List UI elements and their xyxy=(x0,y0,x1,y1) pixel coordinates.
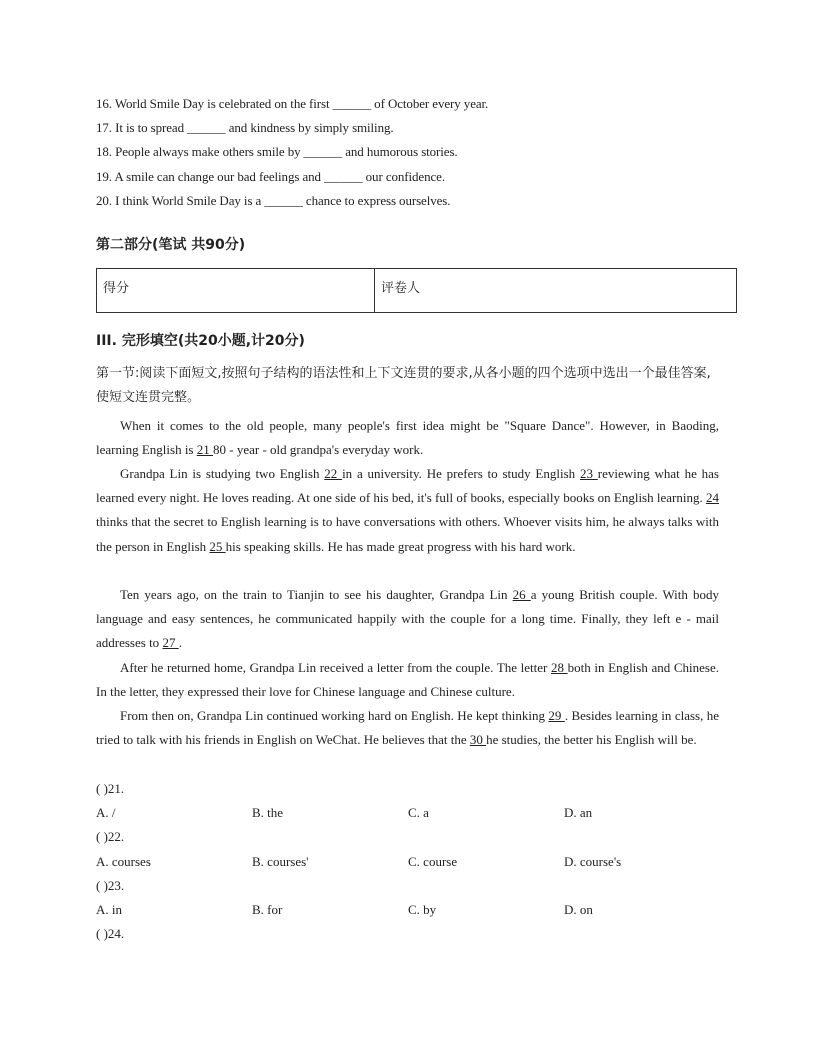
p2-text-e: thinks that the secret to English learning is to have conversations with others. Whoever visits him, he always talks with the person in English xyxy=(96,514,719,554)
q22-option-a[interactable]: A. courses xyxy=(96,854,151,869)
p5-text-c: . Besides learning in class, he tried to talk with his friends in English on WeChat. He believes that the xyxy=(96,708,720,748)
score-cell: 得分 xyxy=(97,269,375,313)
p2-text-c: in a university. He prefers to study English xyxy=(342,466,580,481)
q22-option-c[interactable]: C. course xyxy=(408,854,458,869)
p4-text-c: both in English and Chinese. In the letter, they expressed their love for Chinese language and Chinese culture. xyxy=(96,660,720,700)
p2-text-a: Grandpa Lin is studying two English xyxy=(120,466,325,481)
section-3-title: III. 完形填空(共20小题,计20分) xyxy=(96,333,305,349)
question-23-stem: ( )23. xyxy=(96,878,125,893)
q23-option-b[interactable]: B. for xyxy=(252,902,283,917)
q23-option-a[interactable]: A. in xyxy=(96,902,122,917)
q23-option-c[interactable]: C. by xyxy=(408,902,437,917)
q23-option-d[interactable]: D. on xyxy=(564,902,593,917)
blank-22: 22 xyxy=(324,466,343,481)
p5-text-a: From then on, Grandpa Lin continued working hard on English. He kept thinking xyxy=(120,708,549,723)
blank-25: 25 xyxy=(209,538,226,554)
passage-paragraph-1 xyxy=(96,414,719,462)
p1-text-c: 80 - year - old grandpa's everyday work. xyxy=(213,442,424,458)
passage-paragraph-5 xyxy=(96,704,719,752)
q21-option-a[interactable]: A. / xyxy=(96,805,116,820)
question-19: 19. A smile can change our bad feelings and ______ our confidence. xyxy=(96,169,445,184)
score-table xyxy=(96,268,737,313)
q22-option-d[interactable]: D. course's xyxy=(564,854,622,869)
q22-option-b[interactable]: B. courses' xyxy=(252,854,309,869)
q21-option-c[interactable]: C. a xyxy=(408,805,429,820)
p5-text-d: he studies, the better his English will be. xyxy=(486,732,697,748)
blank-29: 29 xyxy=(548,708,565,723)
blank-26: 26 xyxy=(512,587,531,602)
question-24-stem: ( )24. xyxy=(96,926,125,941)
p2-text-f: his speaking skills. He has made great progress with his hard work. xyxy=(225,538,576,554)
blank-21: 21 xyxy=(196,442,213,458)
p3-text-d: . xyxy=(178,635,182,651)
part-two-title: 第二部分(笔试 共90分) xyxy=(96,237,246,253)
blank-24: 24 xyxy=(706,490,719,506)
blank-28: 28 xyxy=(551,660,568,675)
p3-text-c: a young British couple. With body language and easy sentences, he communicated happily with the couple for a long time. Finally, they left e - mail addresses to xyxy=(96,587,720,651)
q21-option-d[interactable]: D. an xyxy=(564,805,593,820)
question-18: 18. People always make others smile by ______ and humorous stories. xyxy=(96,144,458,159)
grader-cell: 评卷人 xyxy=(375,269,737,313)
blank-23: 23 xyxy=(579,466,598,481)
blank-27: 27 xyxy=(162,635,179,651)
q21-option-b[interactable]: B. the xyxy=(252,805,284,820)
question-16: 16. World Smile Day is celebrated on the first ______ of October every year. xyxy=(96,96,489,111)
passage-paragraph-3 xyxy=(96,583,719,656)
question-17: 17. It is to spread ______ and kindness by simply smiling. xyxy=(96,120,394,135)
question-20: 20. I think World Smile Day is a ______ chance to express ourselves. xyxy=(96,193,451,208)
p4-text-a: After he returned home, Grandpa Lin received a letter from the couple. The letter xyxy=(120,660,551,675)
p2-text-d: reviewing what he has learned every night. He loves reading. At one side of his bed, it's full of books, especially books on English learning. xyxy=(96,466,719,506)
section-intro: 第一节:阅读下面短文,按照句子结构的语法性和上下文连贯的要求,从各小题的四个选项中选出一个最佳答案,使短文连贯完整。 xyxy=(96,366,711,405)
passage-paragraph-4 xyxy=(96,656,719,704)
passage-paragraph-2 xyxy=(96,462,719,559)
p1-text-a: When it comes to the old people, many people's first idea might be "Square Dance". However, in Baoding, learning English is xyxy=(96,418,719,458)
p3-text-a: Ten years ago, on the train to Tianjin to see his daughter, Grandpa Lin xyxy=(120,587,513,602)
question-22-stem: ( )22. xyxy=(96,829,125,844)
question-21-stem: ( )21. xyxy=(96,781,125,796)
blank-30: 30 xyxy=(469,732,487,748)
